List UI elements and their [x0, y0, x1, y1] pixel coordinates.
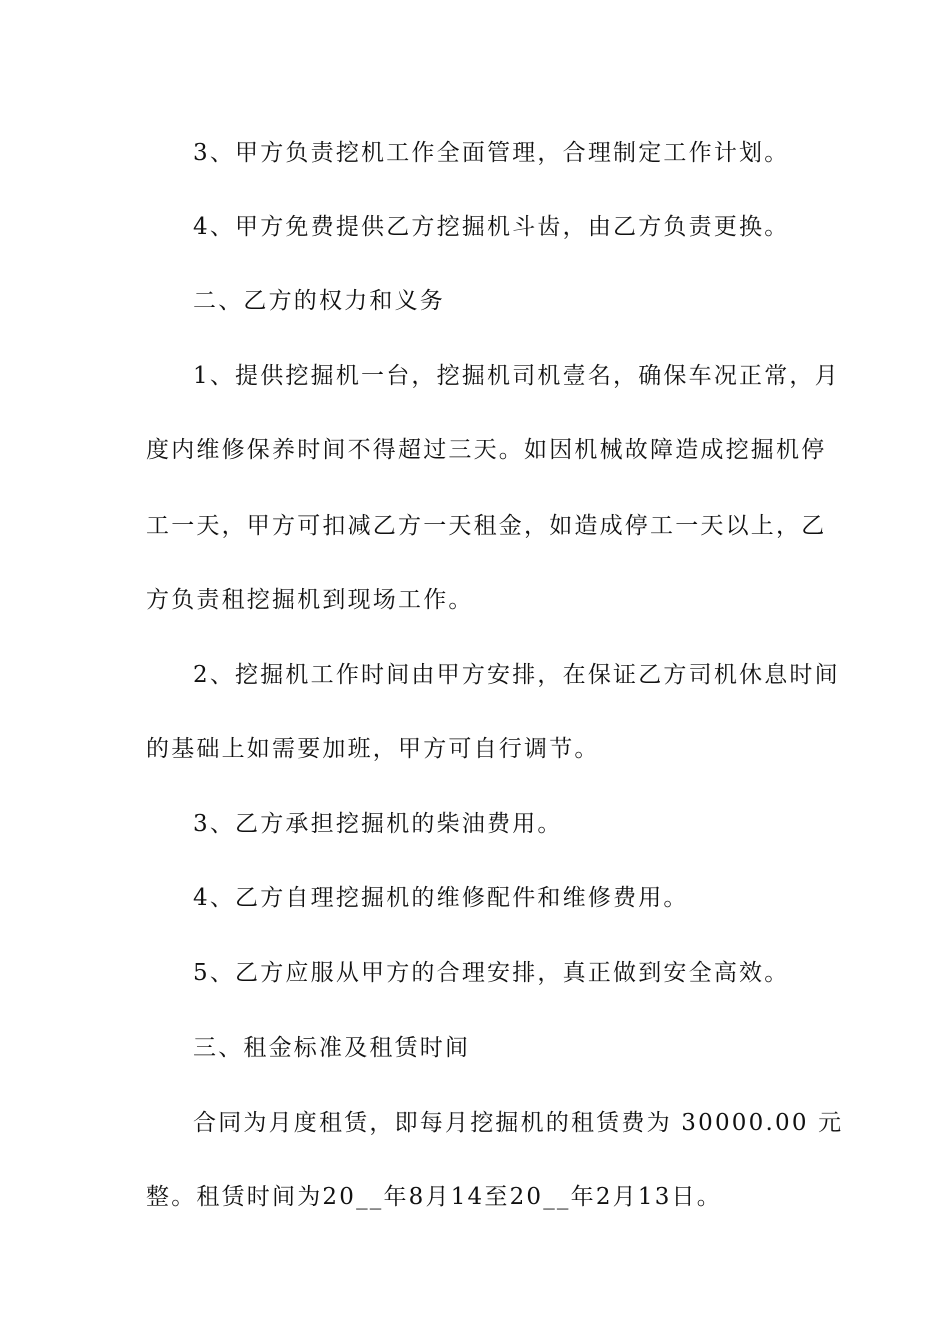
clause-a-3: 3、甲方负责挖机工作全面管理，合理制定工作计划。 [193, 140, 790, 166]
clause-b-5: 5、乙方应服从甲方的合理安排，真正做到安全高效。 [193, 960, 790, 986]
clause-b-2-line-1: 2、挖掘机工作时间由甲方安排，在保证乙方司机休息时间 [193, 662, 840, 688]
clause-b-1-line-4: 方负责租挖掘机到现场工作。 [146, 587, 474, 613]
clause-b-1-line-2: 度内维修保养时间不得超过三天。如因机械故障造成挖掘机停 [146, 437, 827, 463]
clause-b-3: 3、乙方承担挖掘机的柴油费用。 [193, 811, 563, 837]
clause-b-1-line-1: 1、提供挖掘机一台，挖掘机司机壹名，确保车况正常，月 [193, 363, 840, 389]
section-heading-2: 二、乙方的权力和义务 [193, 288, 445, 314]
clause-b-4: 4、乙方自理挖掘机的维修配件和维修费用。 [193, 885, 689, 911]
rent-clause-line-1: 合同为月度租赁，即每月挖掘机的租赁费为 30000.00 元 [193, 1110, 844, 1136]
clause-b-1-line-3: 工一天，甲方可扣减乙方一天租金，如造成停工一天以上，乙 [146, 513, 827, 539]
rent-clause-line-2: 整。租赁时间为20__年8月14至20__年2月13日。 [146, 1184, 722, 1210]
section-heading-3: 三、租金标准及租赁时间 [193, 1035, 471, 1061]
clause-a-4: 4、甲方免费提供乙方挖掘机斗齿，由乙方负责更换。 [193, 214, 790, 240]
clause-b-2-line-2: 的基础上如需要加班，甲方可自行调节。 [146, 736, 600, 762]
